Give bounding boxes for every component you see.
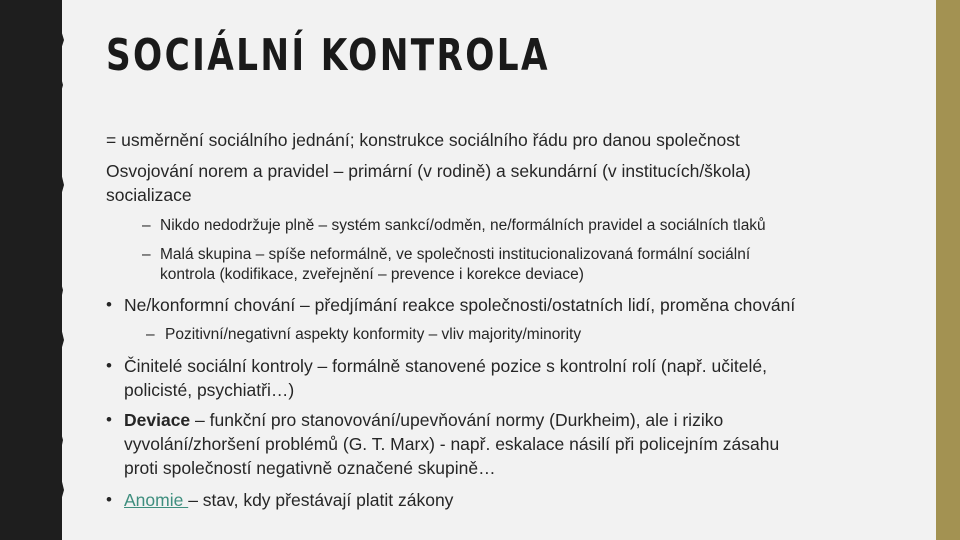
bullet-marker: • [106, 295, 112, 314]
sub-item-sanctions: Nikdo nedodržuje plně – systém sankcí/odměn, ne/formálních pravidel a sociálních tlaků [160, 217, 766, 234]
bullet-deviance-line3: proti společností negativně označené skupině… [124, 458, 496, 478]
bullet-anomie [124, 489, 453, 511]
dash-marker: – [142, 217, 151, 234]
dash-marker: – [142, 246, 151, 263]
deviance-term: Deviace [124, 410, 191, 430]
definition-text: = usměrnění sociálního jednání; konstrukce sociálního řádu pro danou společnost [106, 130, 740, 150]
bullet-control-agents-line2: policisté, psychiatři…) [124, 380, 295, 400]
bullet-conformity: Ne/konformní chování – předjímání reakce společnosti/ostatních lidí, proměna chování [124, 295, 796, 315]
socialization-text-line1: Osvojování norem a pravidel – primární (v rodině) a sekundární (v institucích/škola) [106, 161, 751, 181]
bullet-marker: • [106, 356, 112, 375]
sub-item-small-group-line1: Malá skupina – spíše neformálně, ve společnosti institucionalizovaná formální sociální [160, 246, 751, 263]
sub-item-small-group-line2: kontrola (kodifikace, zveřejnění – prevence i korekce deviace) [160, 266, 584, 283]
bullet-marker: • [106, 490, 112, 509]
dash-marker: – [146, 326, 155, 343]
sub-item-conformity-aspects: Pozitivní/negativní aspekty konformity – vliv majority/minority [165, 326, 582, 343]
anomie-link[interactable]: Anomie [124, 490, 189, 510]
slide-title: SOCIÁLNÍ KONTROLA [106, 30, 550, 81]
bullet-deviance-line2: vyvolání/zhoršení problémů (G. T. Marx) - např. eskalace násilí při policejním zásahu [124, 434, 780, 454]
socialization-text-line2: socializace [106, 185, 192, 205]
bullet-deviance-line1 [124, 409, 723, 431]
deviance-text: – funkční pro stanovování/upevňování normy (Durkheim), ale i riziko [190, 410, 724, 430]
anomie-text: – stav, kdy přestávají platit zákony [188, 490, 454, 510]
bullet-control-agents-line1: Činitelé sociální kontroly – formálně stanovené pozice s kontrolní rolí (např. učitelé, [124, 356, 767, 376]
bullet-marker: • [106, 410, 112, 429]
